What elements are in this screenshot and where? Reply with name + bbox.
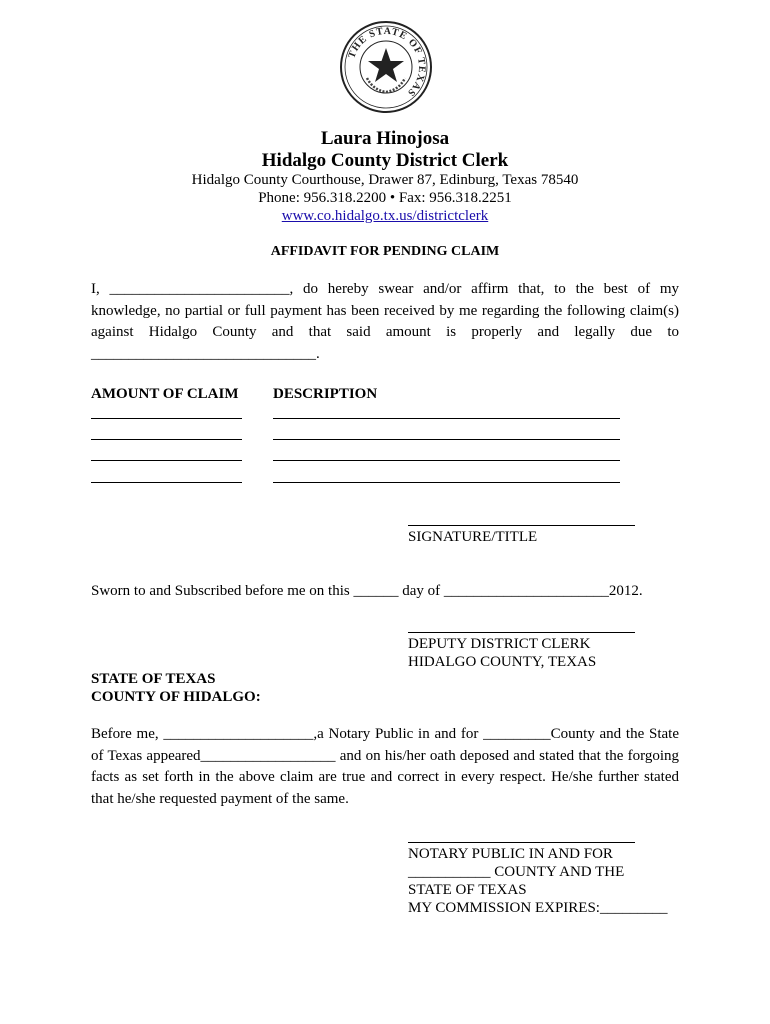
sworn-statement[interactable]: Sworn to and Subscribed before me on this ______ day of ______________________2012. — [91, 583, 643, 599]
seal-text: THE STATE OF TEXAS — [346, 25, 428, 99]
clerk-address: Hidalgo County Courthouse, Drawer 87, Edinburg, Texas 78540 — [191, 172, 579, 188]
deputy-signature-line[interactable] — [408, 632, 635, 633]
notary-paragraph — [91, 724, 679, 810]
deputy-title: DEPUTY DISTRICT CLERK — [408, 636, 591, 652]
claim-amount-line-2[interactable] — [91, 439, 242, 440]
notary-line-1[interactable]: Before me, ____________________,a Notary Public in and for _________County and the State — [91, 726, 679, 742]
signature-title-label: SIGNATURE/TITLE — [408, 529, 538, 545]
amount-of-claim-header: AMOUNT OF CLAIM — [91, 386, 239, 402]
clerk-website-link[interactable]: www.co.hidalgo.tx.us/districtclerk — [281, 208, 489, 224]
affiant-name-blank[interactable]: ________________________ — [109, 281, 290, 297]
notary-block-line-1: NOTARY PUBLIC IN AND FOR — [408, 846, 613, 862]
claim-amount-line-1[interactable] — [91, 418, 242, 419]
claim-amount-line-4[interactable] — [91, 482, 242, 483]
clerk-title: Hidalgo County District Clerk — [261, 150, 509, 171]
venue-county: COUNTY OF HIDALGO: — [91, 689, 261, 705]
clerk-phone-fax: Phone: 956.318.2200 • Fax: 956.318.2251 — [258, 190, 512, 206]
payee-blank[interactable]: ______________________________. — [91, 345, 320, 362]
claim-description-line-3[interactable] — [273, 460, 620, 461]
notary-block-line-3: STATE OF TEXAS — [408, 882, 527, 898]
notary-line-4: that he/she requested payment of the same. — [91, 790, 349, 807]
notary-commission-line: MY COMMISSION EXPIRES:_________ — [408, 900, 668, 916]
form-title: AFFIDAVIT FOR PENDING CLAIM — [270, 244, 500, 259]
commission-expires-blank[interactable]: _________ — [599, 900, 668, 916]
intro-paragraph — [91, 279, 679, 365]
claim-description-line-2[interactable] — [273, 439, 620, 440]
notary-county-blank[interactable]: ___________ COUNTY AND THE — [408, 864, 625, 880]
description-header: DESCRIPTION — [273, 386, 378, 402]
claim-description-line-1[interactable] — [273, 418, 620, 419]
intro-line-3: against Hidalgo County and that said amount is properly and legally due to — [91, 324, 679, 340]
signature-line[interactable] — [408, 525, 635, 526]
notary-line-2[interactable]: of Texas appeared__________________ and on his/her oath deposed and stated that the forgoing — [91, 747, 679, 764]
claim-description-line-4[interactable] — [273, 482, 620, 483]
claim-amount-line-3[interactable] — [91, 460, 242, 461]
texas-state-seal-icon — [339, 20, 433, 114]
venue-state: STATE OF TEXAS — [91, 671, 216, 687]
intro-line-2: knowledge, no partial or full payment has been received by me regarding the following claim(s) — [91, 302, 679, 319]
notary-signature-line[interactable] — [408, 842, 635, 843]
notary-line-3: facts as set forth in the above claim are true and correct in every respect. He/she further stated — [91, 769, 679, 785]
clerk-name: Laura Hinojosa — [320, 128, 450, 149]
intro-line-1: I, ________________________, do hereby swear and/or affirm that, to the best of my — [91, 281, 679, 297]
deputy-county: HIDALGO COUNTY, TEXAS — [408, 654, 597, 670]
